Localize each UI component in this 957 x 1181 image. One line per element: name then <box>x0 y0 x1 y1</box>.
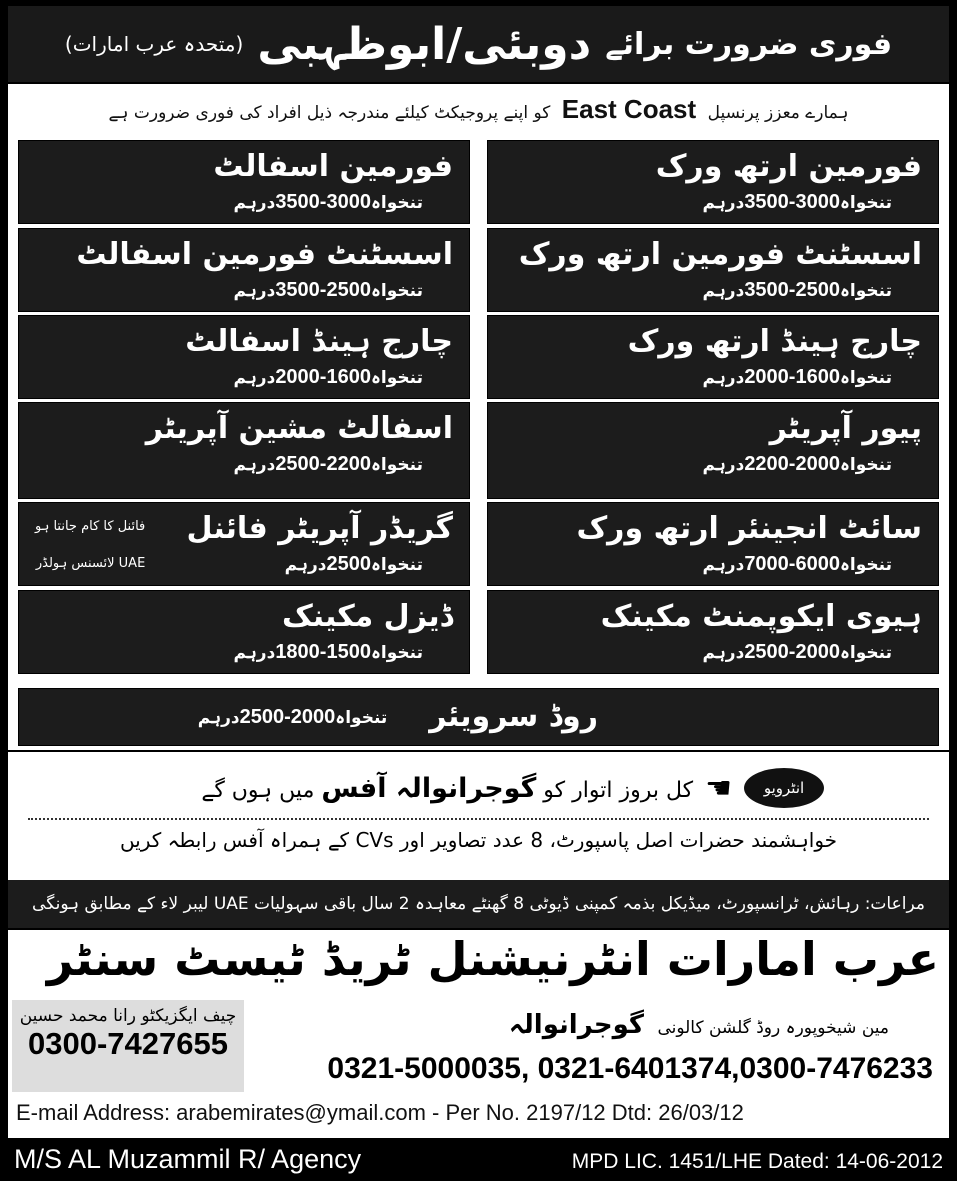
job-title: سائٹ انجینئر ارتھ ورک <box>576 511 922 546</box>
job-title: اسسٹنٹ فورمین ارتھ ورک <box>518 237 922 272</box>
interview-row <box>28 766 824 810</box>
job-listing <box>18 502 470 586</box>
salary-label: تنخواہ <box>370 193 423 213</box>
job-main <box>504 407 922 494</box>
headline-city: دوبئی/ابوظہبی <box>257 18 592 70</box>
job-listing <box>487 315 939 399</box>
salary-currency: درہم <box>702 193 745 213</box>
intro-after: کو اپنے پروجیکٹ کیلئے مندرجہ ذیل افراد کی فوری ضرورت ہے <box>108 103 551 123</box>
job-listing <box>487 228 939 312</box>
job-salary <box>504 277 922 304</box>
salary-label: تنخواہ <box>839 455 892 475</box>
salary-label: تنخواہ <box>370 368 423 388</box>
job-listing <box>18 140 470 224</box>
interview-after: میں ہوں گے <box>201 777 315 803</box>
job-salary <box>35 364 453 391</box>
salary-label: تنخواہ <box>370 281 423 301</box>
benefits-text: مراعات: رہائش، ٹرانسپورٹ، میڈیکل بذمہ کمپنی ڈیوٹی 8 گھنٹے معاہدہ 2 سال باقی سہولیات UAE لیبر لاء کے مطابق ہونگی <box>32 894 925 914</box>
salary-currency: درہم <box>284 555 327 575</box>
salary-currency: درہم <box>702 368 745 388</box>
salary-currency: درہم <box>233 281 276 301</box>
company-name: عرب امارات انٹرنیشنل ٹریڈ ٹیسٹ سنٹر <box>46 932 939 986</box>
job-main <box>504 233 922 307</box>
job-salary <box>157 551 453 578</box>
salary-range: 2500-2200 <box>275 453 371 475</box>
salary-label: تنخواہ <box>370 555 423 575</box>
apply-instructions: خواہشمند حضرات اصل پاسپورٹ، 8 عدد تصاویر اور CVs کے ہمراہ آفس رابطہ کریں <box>119 828 838 852</box>
intro-before: ہمارے معزز پرنسپل <box>707 103 849 123</box>
salary-label: تنخواہ <box>839 193 892 213</box>
interview-badge: انٹرویو <box>744 768 824 808</box>
salary-currency: درہم <box>197 707 240 728</box>
job-listing <box>18 688 939 746</box>
job-title: چارج ہینڈ اسفالٹ <box>185 324 453 359</box>
salary-range: 1800-1500 <box>275 641 371 663</box>
salary-currency: درہم <box>702 555 745 575</box>
job-title: ہیوی ایکوپمنٹ مکینک <box>600 599 922 634</box>
email-line: E-mail Address: arabemirates@ymail.com - Per No. 2197/12 Dtd: 26/03/12 <box>16 1100 744 1125</box>
job-title: اسسٹنٹ فورمین اسفالٹ <box>76 237 453 272</box>
job-title: پیور آپریٹر <box>769 411 922 446</box>
job-note: فائنل کا کام جانتا ہو <box>35 519 146 534</box>
job-main <box>504 145 922 219</box>
job-salary <box>504 551 922 578</box>
job-listing <box>487 140 939 224</box>
salary-label: تنخواہ <box>370 455 423 475</box>
salary-range: 2000-1600 <box>275 366 371 388</box>
job-title: فورمین ارتھ ورک <box>655 149 922 184</box>
job-main <box>35 407 453 494</box>
job-listing <box>18 228 470 312</box>
job-main <box>504 320 922 394</box>
salary-range: 2000-1600 <box>744 366 840 388</box>
salary-label: تنخواہ <box>839 643 892 663</box>
salary-range: 2500-2000 <box>744 641 840 663</box>
footer-bar <box>8 1140 949 1180</box>
salary-label: تنخواہ <box>839 368 892 388</box>
salary-range: 3500-3000 <box>275 191 371 213</box>
job-title: ڈیزل مکینک <box>282 599 453 634</box>
job-main <box>504 595 922 669</box>
salary-currency: درہم <box>233 643 276 663</box>
salary-range: 3500-2500 <box>275 279 371 301</box>
job-main <box>35 320 453 394</box>
interview-text <box>201 773 693 804</box>
salary-label: تنخواہ <box>839 555 892 575</box>
job-salary <box>35 189 453 216</box>
salary-currency: درہم <box>702 455 745 475</box>
salary-label: تنخواہ <box>335 707 388 728</box>
job-salary <box>504 364 922 391</box>
interview-before: کل بروز اتوار کو <box>543 777 694 803</box>
job-title: اسفالٹ مشین آپریٹر <box>145 411 453 446</box>
salary-label: تنخواہ <box>370 643 423 663</box>
salary-currency: درہم <box>702 643 745 663</box>
job-main <box>35 233 453 307</box>
dotted-divider <box>28 818 929 820</box>
headline-urgent: فوری ضرورت برائے <box>605 26 893 62</box>
salary-currency: درہم <box>233 368 276 388</box>
job-salary <box>504 451 922 478</box>
agency-name: M/S AL Muzammil R/ Agency <box>14 1144 362 1174</box>
job-listing <box>487 590 939 674</box>
ceo-phone: 0300-7427655 <box>28 1026 228 1061</box>
job-grid <box>8 136 949 750</box>
headline-banner <box>8 6 949 82</box>
company-address <box>509 1010 889 1040</box>
company-section <box>8 930 949 1138</box>
job-salary <box>35 451 453 478</box>
ceo-box <box>12 1000 244 1092</box>
job-salary <box>504 639 922 666</box>
job-salary <box>198 704 418 731</box>
job-main <box>157 507 453 581</box>
job-main <box>35 145 453 219</box>
job-notes <box>35 507 145 581</box>
ceo-label: چیف ایگزیکٹو رانا محمد حسین <box>19 1006 237 1026</box>
interview-section <box>8 752 949 880</box>
address-street: مین شیخوپورہ روڈ گلشن کالونی <box>657 1018 889 1038</box>
job-main <box>35 595 453 669</box>
job-title: گریڈر آپریٹر فائنل <box>186 511 453 546</box>
salary-range: 7000-6000 <box>744 553 840 575</box>
job-salary <box>35 277 453 304</box>
job-title: چارج ہینڈ ارتھ ورک <box>627 324 922 359</box>
license-info: MPD LIC. 1451/LHE Dated: 14-06-2012 <box>571 1150 943 1173</box>
job-listing <box>18 315 470 399</box>
interview-place: گوجرانوالہ آفس <box>321 772 537 804</box>
salary-range: 2200-2000 <box>744 453 840 475</box>
company-phones: 0321-5000035, 0321-6401374,0300-7476233 <box>327 1052 933 1085</box>
salary-range: 2500 <box>326 553 371 575</box>
job-listing <box>18 590 470 674</box>
job-listing <box>487 402 939 499</box>
job-listing <box>487 502 939 586</box>
salary-range: 3500-3000 <box>744 191 840 213</box>
salary-currency: درہم <box>233 193 276 213</box>
principal-company: East Coast <box>561 94 697 124</box>
address-city: گوجرانوالہ <box>508 1010 645 1040</box>
salary-range: 3500-2500 <box>744 279 840 301</box>
pointing-hand-icon: ☚ <box>705 770 732 806</box>
salary-currency: درہم <box>702 281 745 301</box>
job-note: UAE لائسنس ہولڈر <box>35 556 146 571</box>
benefits-banner <box>8 880 949 928</box>
job-main <box>504 507 922 581</box>
intro-line <box>8 84 949 136</box>
job-title: روڈ سرویئر <box>429 699 598 734</box>
salary-range: 2500-2000 <box>239 705 336 728</box>
job-listing <box>18 402 470 499</box>
salary-label: تنخواہ <box>839 281 892 301</box>
job-salary <box>35 639 453 666</box>
salary-currency: درہم <box>233 455 276 475</box>
headline-country: (متحدہ عرب امارات) <box>64 32 244 56</box>
job-salary <box>504 189 922 216</box>
job-title: فورمین اسفالٹ <box>213 149 453 184</box>
